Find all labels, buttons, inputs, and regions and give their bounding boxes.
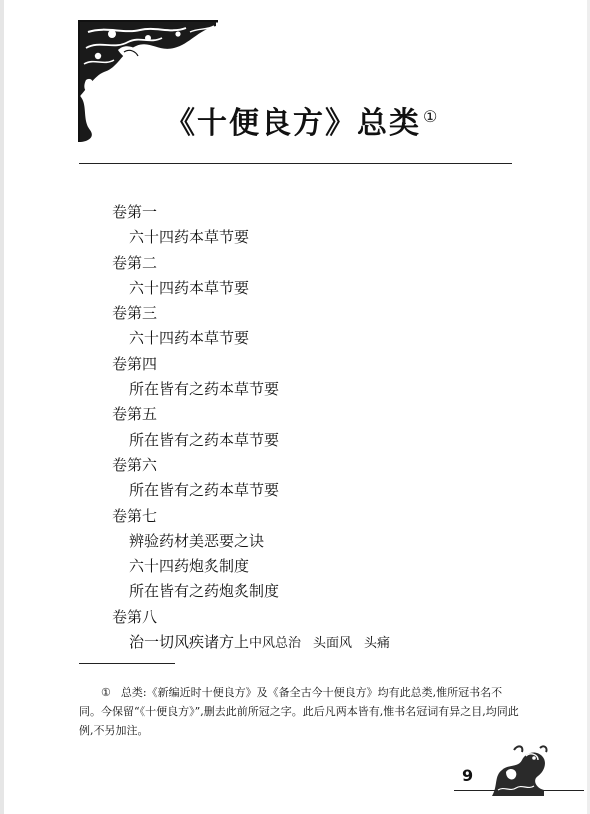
toc-volume <box>112 301 402 326</box>
toc-entry <box>112 478 402 503</box>
footnote-mark: ① <box>101 686 111 699</box>
toc-volume <box>112 504 402 529</box>
dragon-ornament-icon <box>488 742 550 800</box>
page-left-edge <box>0 0 4 814</box>
toc-volume <box>112 251 402 276</box>
toc-item-text: 所在皆有之药本草节要 <box>129 380 280 399</box>
title-divider <box>79 163 512 164</box>
toc-item-text: 卷第八 <box>112 607 158 626</box>
toc-subheadings <box>249 636 402 651</box>
page-title-text: 《十便良方》总类 <box>165 106 421 141</box>
footnote-divider <box>79 663 175 664</box>
toc-item-text: 所在皆有之药本草节要 <box>129 481 280 500</box>
toc-item-text: 卷第五 <box>112 405 158 424</box>
toc-item-text: 卷第四 <box>112 354 158 373</box>
page-number: 9 <box>462 766 474 785</box>
page-title <box>165 98 439 142</box>
toc-volume <box>112 352 402 377</box>
table-of-contents <box>112 200 402 655</box>
toc-item-text: 卷第三 <box>112 304 158 323</box>
toc-entry <box>112 554 402 579</box>
toc-item-text: 卷第二 <box>112 253 158 272</box>
title-footnote-mark: ① <box>423 107 440 126</box>
toc-item-text: 六十四药炮炙制度 <box>129 557 250 576</box>
toc-subheading: 中风总治 <box>249 636 302 652</box>
toc-entry <box>112 630 402 655</box>
toc-entry <box>112 225 402 250</box>
toc-subheading: 头面风 <box>313 636 353 652</box>
toc-item-text: 六十四药本草节要 <box>129 228 250 247</box>
toc-entry <box>112 529 402 554</box>
toc-volume <box>112 605 402 630</box>
toc-entry <box>112 276 402 301</box>
toc-volume <box>112 402 402 427</box>
toc-entry <box>112 428 402 453</box>
toc-volume <box>112 453 402 478</box>
toc-item-text: 辨验药材美恶要之诀 <box>129 531 265 550</box>
toc-item-text: 治一切风疾诸方上 <box>129 633 250 652</box>
footnote-text: 总类:《新编近时十便良方》及《备全古今十便良方》均有此总类,惟所冠书名不同。今保留“《十便良方》”,删去此前所冠之字。此后凡两本皆有,惟书名冠词有异之目,均同此例,不另加注。 <box>79 686 519 737</box>
toc-entry <box>112 377 402 402</box>
toc-item-text: 六十四药本草节要 <box>129 278 250 297</box>
toc-item-text: 所在皆有之药本草节要 <box>129 430 280 449</box>
toc-entry <box>112 326 402 351</box>
toc-entry <box>112 579 402 604</box>
toc-item-text: 卷第七 <box>112 506 158 525</box>
toc-volume <box>112 200 402 225</box>
toc-item-text: 卷第六 <box>112 455 158 474</box>
toc-item-text: 六十四药本草节要 <box>129 329 250 348</box>
toc-item-text: 所在皆有之药炮炙制度 <box>129 582 280 601</box>
toc-subheading: 头痛 <box>364 636 391 652</box>
toc-item-text: 卷第一 <box>112 203 158 221</box>
footnote <box>79 683 519 740</box>
